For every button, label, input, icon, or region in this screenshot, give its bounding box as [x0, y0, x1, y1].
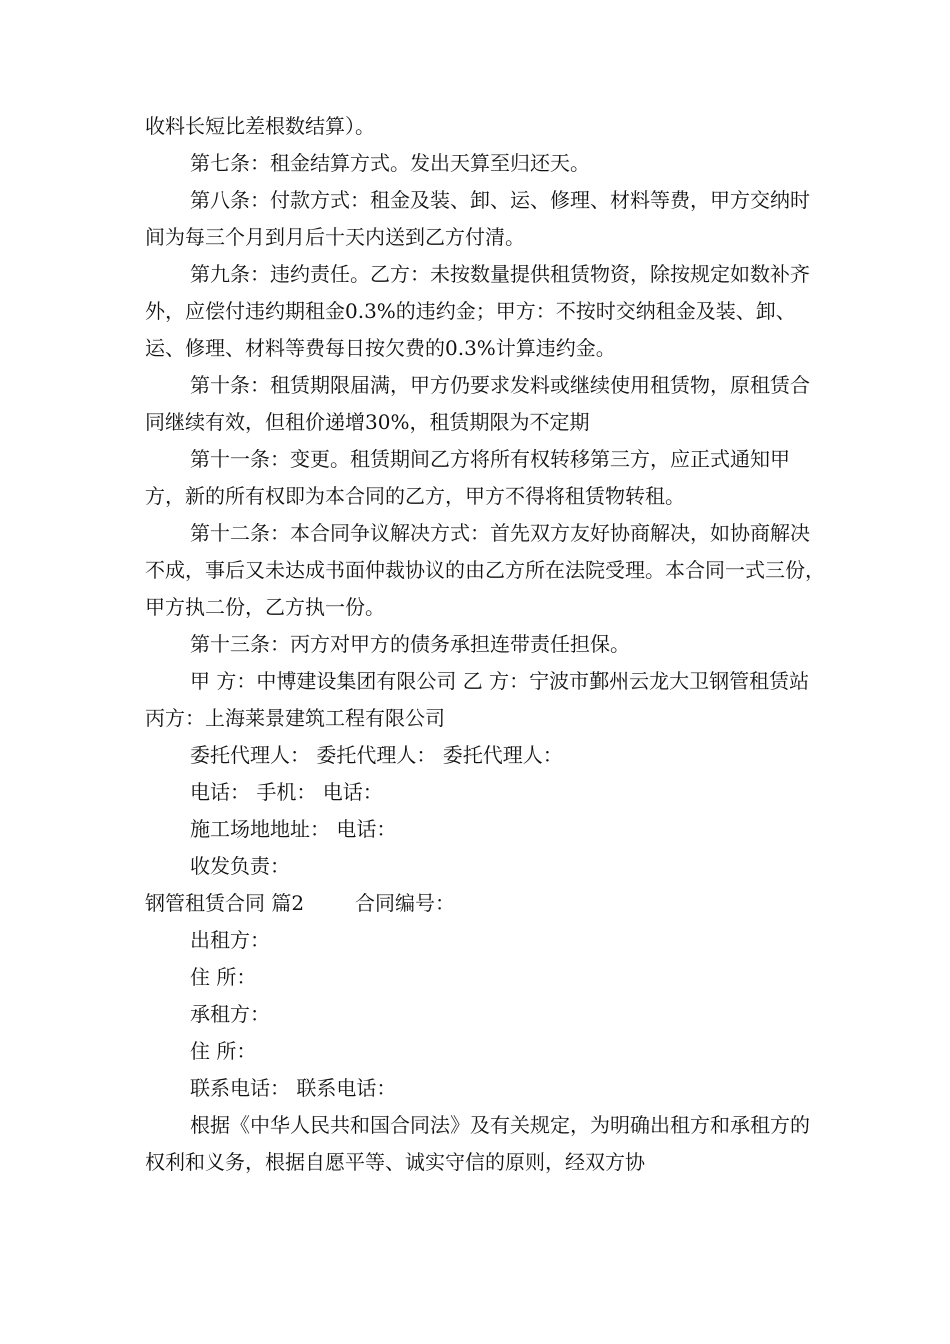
- paragraph-site-address: 施工场地地址： 电话：: [190, 817, 397, 841]
- paragraph-contact-phones: 联系电话： 联系电话：: [190, 1076, 397, 1100]
- paragraph-clause-9: 第九条：违约责任。乙方：未按数量提供租赁物资，除按规定如数补齐外，应偿付违约期租金0.3%的违约金；甲方：不按时交纳租金及装、卸、运、修理、材料等费每日按欠费的0.3%计算违约金。: [145, 262, 810, 360]
- paragraph-parties: 甲 方：中博建设集团有限公司 乙 方：宁波市鄞州云龙大卫钢管租赁站 丙方：上海莱景建筑工程有限公司: [145, 669, 816, 730]
- paragraph-clause-7: 第七条：租金结算方式。发出天算至归还天。: [190, 151, 590, 175]
- paragraph-clause-11: 第十一条：变更。租赁期间乙方将所有权转移第三方，应正式通知甲方，新的所有权即为本合同的乙方，甲方不得将租赁物转租。: [145, 447, 790, 508]
- paragraph-lessor: 出租方：: [190, 928, 270, 952]
- paragraph-agents: 委托代理人： 委托代理人： 委托代理人：: [190, 743, 563, 767]
- paragraph-preamble: 根据《中华人民共和国合同法》及有关规定，为明确出租方和承租方的权利和义务，根据自愿平等、诚实守信的原则，经双方协: [145, 1113, 810, 1174]
- paragraph-lessee-address: 住 所：: [190, 1039, 257, 1063]
- paragraph-clause-10: 第十条：租赁期限届满，甲方仍要求发料或继续使用租赁物，原租赁合同继续有效，但租价递增30%，租赁期限为不定期: [145, 373, 810, 434]
- paragraph-lessor-address: 住 所：: [190, 965, 257, 989]
- paragraph-lessee: 承租方：: [190, 1002, 270, 1026]
- document-body: [145, 108, 825, 1181]
- section-heading-contract-2: 钢管租赁合同 篇2 合同编号：: [145, 891, 455, 915]
- paragraph-phones: 电话： 手机： 电话：: [190, 780, 383, 804]
- paragraph-clause-13: 第十三条：丙方对甲方的债务承担连带责任担保。: [190, 632, 630, 656]
- paragraph-0: 收料长短比差根数结算）。: [145, 114, 375, 138]
- paragraph-clause-8: 第八条：付款方式：租金及装、卸、运、修理、材料等费，甲方交纳时间为每三个月到月后十天内送到乙方付清。: [145, 188, 810, 249]
- paragraph-receiver: 收发负责：: [190, 854, 290, 878]
- paragraph-clause-12: 第十二条：本合同争议解决方式：首先双方友好协商解决，如协商解决不成，事后又未达成书面仲裁协议的由乙方所在法院受理。本合同一式三份，甲方执二份，乙方执一份。: [145, 521, 825, 619]
